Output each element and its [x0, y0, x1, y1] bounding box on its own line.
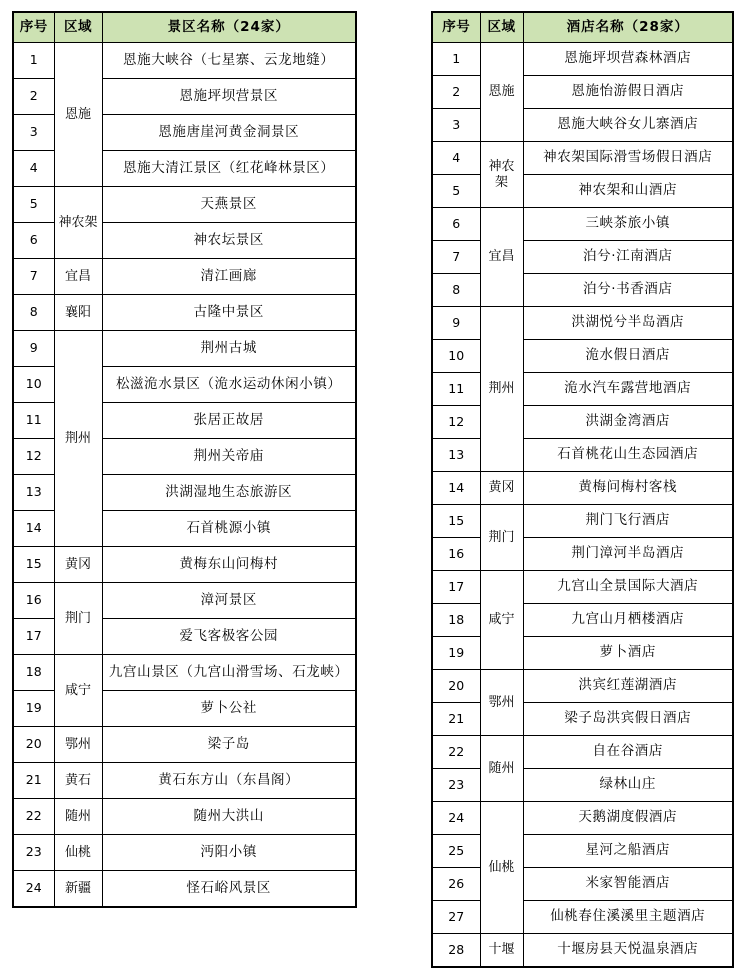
cell-index: 12 — [13, 439, 54, 475]
table-row — [432, 175, 733, 208]
cell-name: 梁子岛洪宾假日酒店 — [523, 703, 733, 736]
cell-index: 8 — [432, 274, 480, 307]
table-row — [432, 76, 733, 109]
cell-index: 18 — [13, 655, 54, 691]
cell-index: 1 — [432, 43, 480, 76]
cell-name: 自在谷酒店 — [523, 736, 733, 769]
cell-name: 米家智能酒店 — [523, 868, 733, 901]
table-row — [432, 208, 733, 241]
table-row — [432, 637, 733, 670]
hotels-table-head — [432, 12, 733, 43]
cell-name: 黄梅东山问梅村 — [102, 547, 356, 583]
cell-name: 洪湖金湾酒店 — [523, 406, 733, 439]
table-row — [432, 241, 733, 274]
cell-name: 绿林山庄 — [523, 769, 733, 802]
cell-region: 新疆 — [54, 871, 102, 908]
cell-name: 九宫山全景国际大酒店 — [523, 571, 733, 604]
column-header-region: 区域 — [480, 12, 523, 43]
cell-index: 7 — [13, 259, 54, 295]
cell-name: 九宫山月栖楼酒店 — [523, 604, 733, 637]
cell-index: 7 — [432, 241, 480, 274]
cell-region: 仙桃 — [54, 835, 102, 871]
cell-index: 21 — [13, 763, 54, 799]
cell-name: 天鹅湖度假酒店 — [523, 802, 733, 835]
cell-region: 襄阳 — [54, 295, 102, 331]
cell-name: 仙桃春住溪溪里主题酒店 — [523, 901, 733, 934]
cell-index: 14 — [13, 511, 54, 547]
cell-name: 洪宾红莲湖酒店 — [523, 670, 733, 703]
cell-name: 恩施坪坝营景区 — [102, 79, 356, 115]
table-row — [13, 871, 356, 908]
column-header-hotel-name: 酒店名称（28家） — [523, 12, 733, 43]
cell-name: 怪石峪风景区 — [102, 871, 356, 908]
cell-region: 神农架 — [480, 142, 523, 208]
cell-index: 19 — [432, 637, 480, 670]
table-row — [432, 802, 733, 835]
table-row — [432, 736, 733, 769]
cell-region: 鄂州 — [480, 670, 523, 736]
cell-index: 22 — [432, 736, 480, 769]
table-header-row — [13, 12, 356, 43]
table-row — [432, 406, 733, 439]
table-row — [432, 934, 733, 968]
cell-name: 洈水假日酒店 — [523, 340, 733, 373]
table-row — [432, 340, 733, 373]
cell-name: 古隆中景区 — [102, 295, 356, 331]
cell-index: 17 — [13, 619, 54, 655]
cell-index: 26 — [432, 868, 480, 901]
cell-name: 三峡茶旅小镇 — [523, 208, 733, 241]
cell-index: 15 — [13, 547, 54, 583]
cell-name: 恩施坪坝营森林酒店 — [523, 43, 733, 76]
table-row — [13, 799, 356, 835]
cell-name: 漳河景区 — [102, 583, 356, 619]
cell-index: 11 — [432, 373, 480, 406]
cell-region: 荆门 — [480, 505, 523, 571]
table-row — [13, 259, 356, 295]
table-row — [432, 769, 733, 802]
cell-region: 鄂州 — [54, 727, 102, 763]
cell-index: 1 — [13, 43, 54, 79]
cell-name: 张居正故居 — [102, 403, 356, 439]
cell-name: 星河之船酒店 — [523, 835, 733, 868]
table-row — [432, 439, 733, 472]
cell-index: 8 — [13, 295, 54, 331]
cell-index: 28 — [432, 934, 480, 968]
table-header-row — [432, 12, 733, 43]
cell-name: 泊兮·江南酒店 — [523, 241, 733, 274]
cell-region: 咸宁 — [480, 571, 523, 670]
cell-region: 宜昌 — [54, 259, 102, 295]
cell-name: 萝卜酒店 — [523, 637, 733, 670]
table-row — [432, 109, 733, 142]
table-row — [13, 727, 356, 763]
table-row — [13, 655, 356, 691]
table-row — [13, 835, 356, 871]
table-row — [13, 43, 356, 79]
cell-index: 11 — [13, 403, 54, 439]
cell-name: 石首桃花山生态园酒店 — [523, 439, 733, 472]
cell-index: 3 — [13, 115, 54, 151]
cell-name: 神农架和山酒店 — [523, 175, 733, 208]
cell-index: 4 — [432, 142, 480, 175]
cell-name: 恩施大峡谷（七星寨、云龙地缝） — [102, 43, 356, 79]
cell-index: 3 — [432, 109, 480, 142]
table-row — [432, 703, 733, 736]
cell-name: 九宫山景区（九宫山滑雪场、石龙峡） — [102, 655, 356, 691]
table-row — [432, 835, 733, 868]
table-row — [432, 868, 733, 901]
cell-index: 10 — [432, 340, 480, 373]
cell-region: 随州 — [480, 736, 523, 802]
cell-index: 6 — [432, 208, 480, 241]
cell-index: 13 — [13, 475, 54, 511]
cell-index: 12 — [432, 406, 480, 439]
column-header-region: 区域 — [54, 12, 102, 43]
cell-name: 石首桃源小镇 — [102, 511, 356, 547]
cell-name: 萝卜公社 — [102, 691, 356, 727]
table-row — [432, 373, 733, 406]
table-row — [432, 472, 733, 505]
cell-region: 随州 — [54, 799, 102, 835]
scenic-areas-table-body — [13, 43, 356, 908]
cell-index: 16 — [13, 583, 54, 619]
cell-index: 10 — [13, 367, 54, 403]
cell-index: 23 — [432, 769, 480, 802]
cell-index: 27 — [432, 901, 480, 934]
cell-index: 21 — [432, 703, 480, 736]
table-row — [432, 274, 733, 307]
table-row — [432, 670, 733, 703]
table-row — [13, 583, 356, 619]
cell-name: 恩施唐崖河黄金洞景区 — [102, 115, 356, 151]
cell-name: 恩施大峡谷女儿寨酒店 — [523, 109, 733, 142]
hotels-table-wrapper — [431, 11, 732, 968]
table-row — [432, 505, 733, 538]
cell-name: 恩施怡游假日酒店 — [523, 76, 733, 109]
cell-region: 黄冈 — [54, 547, 102, 583]
cell-name: 黄梅问梅村客栈 — [523, 472, 733, 505]
cell-index: 25 — [432, 835, 480, 868]
cell-name: 梁子岛 — [102, 727, 356, 763]
table-row — [432, 538, 733, 571]
cell-index: 24 — [13, 871, 54, 908]
table-row — [432, 142, 733, 175]
cell-region: 仙桃 — [480, 802, 523, 934]
cell-name: 黄石东方山（东昌阁） — [102, 763, 356, 799]
cell-region: 恩施 — [54, 43, 102, 187]
cell-name: 荆门漳河半岛酒店 — [523, 538, 733, 571]
cell-region: 荆门 — [54, 583, 102, 655]
cell-index: 14 — [432, 472, 480, 505]
cell-index: 20 — [13, 727, 54, 763]
scenic-areas-table-head — [13, 12, 356, 43]
cell-region: 咸宁 — [54, 655, 102, 727]
cell-region: 荆州 — [480, 307, 523, 472]
table-row — [432, 604, 733, 637]
table-row — [13, 763, 356, 799]
cell-index: 16 — [432, 538, 480, 571]
cell-region: 黄冈 — [480, 472, 523, 505]
cell-name: 清江画廊 — [102, 259, 356, 295]
column-header-scenic-name: 景区名称（24家） — [102, 12, 356, 43]
cell-name: 天燕景区 — [102, 187, 356, 223]
column-header-index: 序号 — [13, 12, 54, 43]
cell-index: 17 — [432, 571, 480, 604]
cell-region: 黄石 — [54, 763, 102, 799]
cell-index: 22 — [13, 799, 54, 835]
table-row — [13, 295, 356, 331]
table-row — [432, 307, 733, 340]
cell-index: 13 — [432, 439, 480, 472]
cell-index: 4 — [13, 151, 54, 187]
cell-name: 荆州古城 — [102, 331, 356, 367]
table-row — [13, 331, 356, 367]
cell-index: 2 — [13, 79, 54, 115]
cell-index: 23 — [13, 835, 54, 871]
cell-name: 沔阳小镇 — [102, 835, 356, 871]
cell-name: 洪湖湿地生态旅游区 — [102, 475, 356, 511]
cell-name: 荆州关帝庙 — [102, 439, 356, 475]
column-header-index: 序号 — [432, 12, 480, 43]
cell-region: 十堰 — [480, 934, 523, 968]
table-row — [432, 901, 733, 934]
hotels-table — [431, 11, 734, 968]
scenic-areas-table-wrapper — [12, 11, 355, 908]
cell-region: 荆州 — [54, 331, 102, 547]
cell-name: 神农坛景区 — [102, 223, 356, 259]
table-row — [432, 43, 733, 76]
cell-index: 19 — [13, 691, 54, 727]
cell-index: 24 — [432, 802, 480, 835]
table-row — [13, 187, 356, 223]
cell-index: 6 — [13, 223, 54, 259]
cell-name: 松滋洈水景区（洈水运动休闲小镇） — [102, 367, 356, 403]
cell-name: 十堰房县天悦温泉酒店 — [523, 934, 733, 968]
cell-region: 恩施 — [480, 43, 523, 142]
cell-name: 洈水汽车露营地酒店 — [523, 373, 733, 406]
cell-region: 宜昌 — [480, 208, 523, 307]
hotels-table-body — [432, 43, 733, 968]
table-row — [13, 547, 356, 583]
cell-index: 20 — [432, 670, 480, 703]
scenic-areas-table — [12, 11, 357, 908]
cell-region: 神农架 — [54, 187, 102, 259]
cell-index: 15 — [432, 505, 480, 538]
cell-index: 18 — [432, 604, 480, 637]
cell-name: 泊兮·书香酒店 — [523, 274, 733, 307]
cell-name: 洪湖悦兮半岛酒店 — [523, 307, 733, 340]
cell-index: 9 — [432, 307, 480, 340]
cell-index: 9 — [13, 331, 54, 367]
cell-name: 荆门飞行酒店 — [523, 505, 733, 538]
cell-name: 随州大洪山 — [102, 799, 356, 835]
cell-name: 爱飞客极客公园 — [102, 619, 356, 655]
cell-name: 恩施大清江景区（红花峰林景区） — [102, 151, 356, 187]
cell-index: 5 — [13, 187, 54, 223]
cell-index: 2 — [432, 76, 480, 109]
table-row — [432, 571, 733, 604]
cell-index: 5 — [432, 175, 480, 208]
cell-name: 神农架国际滑雪场假日酒店 — [523, 142, 733, 175]
